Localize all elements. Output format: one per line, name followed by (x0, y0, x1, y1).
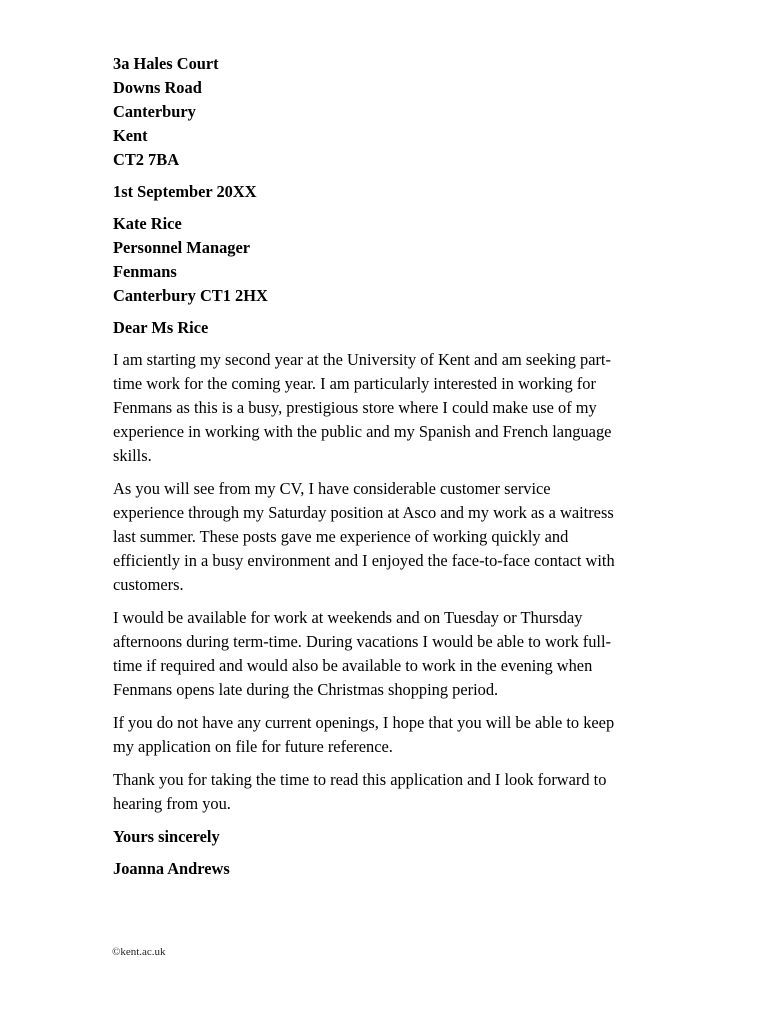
recipient-company: Fenmans (113, 262, 177, 281)
sender-address-line: 3a Hales Court (113, 54, 219, 73)
recipient-address (113, 212, 661, 308)
letter-date: 1st September 20XX (113, 182, 257, 201)
paragraph-line: Fenmans opens late during the Christmas shopping period. (113, 680, 499, 699)
paragraph-line: experience through my Saturday position at Asco and my work as a waitress (113, 503, 614, 522)
recipient-city: Canterbury CT1 2HX (113, 286, 268, 305)
sender-address-line: Downs Road (113, 78, 202, 97)
paragraph-line: As you will see from my CV, I have considerable customer service (113, 479, 551, 498)
sender-address (113, 52, 661, 172)
paragraph-line: afternoons during term-time. During vacations I would be able to work full- (113, 632, 611, 651)
paragraph-line: time if required and would also be available to work in the evening when (113, 656, 593, 675)
recipient-name: Kate Rice (113, 214, 182, 233)
paragraph-line: I am starting my second year at the University of Kent and am seeking part- (113, 350, 611, 369)
copyright-footer: ©kent.ac.uk (112, 946, 166, 958)
paragraph-line: last summer. These posts gave me experience of working quickly and (113, 527, 569, 546)
sender-address-line: Kent (113, 126, 148, 145)
cover-letter (113, 52, 661, 889)
closing: Yours sincerely (113, 827, 220, 846)
signature-name: Joanna Andrews (113, 859, 230, 878)
paragraph-line: experience in working with the public and my Spanish and French language (113, 422, 612, 441)
paragraph-line: time work for the coming year. I am particularly interested in working for (113, 374, 596, 393)
body-paragraph (113, 477, 661, 597)
body-paragraph (113, 606, 661, 702)
sender-address-line: Canterbury (113, 102, 196, 121)
recipient-title: Personnel Manager (113, 238, 251, 257)
paragraph-line: customers. (113, 575, 184, 594)
paragraph-line: Thank you for taking the time to read this application and I look forward to (113, 770, 607, 789)
sender-postcode: CT2 7BA (113, 150, 180, 169)
paragraph-line: hearing from you. (113, 794, 231, 813)
paragraph-line: Fenmans as this is a busy, prestigious store where I could make use of my (113, 398, 597, 417)
paragraph-line: my application on file for future reference. (113, 737, 393, 756)
paragraph-line: efficiently in a busy environment and I enjoyed the face-to-face contact with (113, 551, 615, 570)
paragraph-line: If you do not have any current openings, I hope that you will be able to keep (113, 713, 615, 732)
salutation: Dear Ms Rice (113, 318, 209, 337)
body-paragraph (113, 711, 661, 759)
body-paragraph (113, 768, 661, 816)
paragraph-line: I would be available for work at weekends and on Tuesday or Thursday (113, 608, 583, 627)
paragraph-line: skills. (113, 446, 152, 465)
body-paragraph (113, 348, 661, 468)
